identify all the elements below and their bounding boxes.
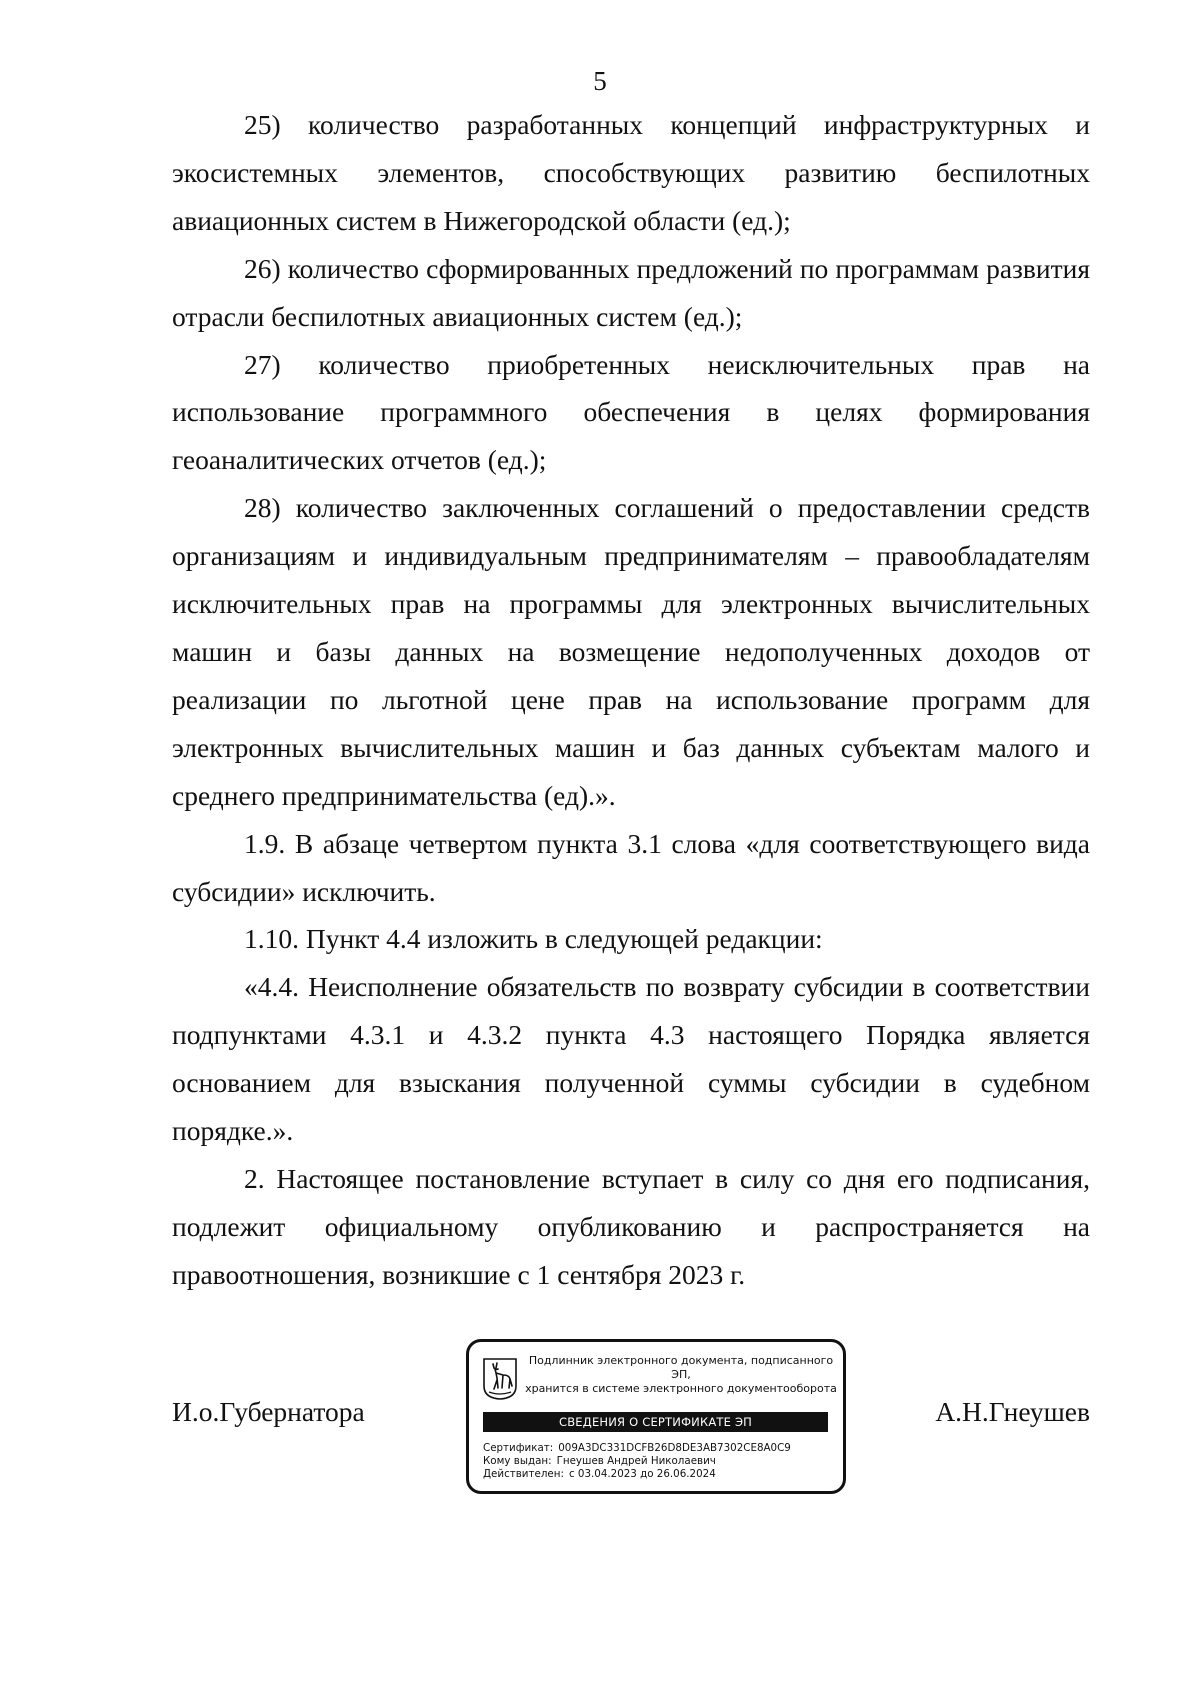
- validity-row: [483, 1468, 833, 1481]
- certificate-row: [483, 1442, 833, 1455]
- signatory-position: И.о.Губернатора: [172, 1396, 365, 1427]
- certificate-details: [483, 1442, 833, 1481]
- document-body: [172, 101, 1090, 1299]
- validity-value: с 03.04.2023 до 26.06.2024: [568, 1468, 716, 1480]
- note-line: Подлинник электронного документа, подписанного ЭП,: [528, 1354, 834, 1381]
- paragraph-item-28: 28) количество заключенных соглашений о предоставлении средств организациям и индивидуальным предпринимателям – правообладателям исключительных прав на программы для электронных вычислительных машин и базы данных на возмещение недополученных доходов от реализации по льготной цене прав на использование программ для электронных вычислительных машин и баз данных субъектам малого и среднего предпринимательства (ед).».: [172, 492, 1090, 811]
- paragraph-2-effective: 2. Настоящее постановление вступает в силу со дня его подписания, подлежит официальному опубликованию и распространяется на правоотношения, возникшие с 1 сентября 2023 г.: [172, 1162, 1090, 1290]
- paragraph-1-10: 1.10. Пункт 4.4 изложить в следующей редакции:: [244, 923, 823, 955]
- electronic-signature-stamp: [466, 1339, 846, 1494]
- nizhny-novgorod-deer-icon: [483, 1358, 517, 1400]
- validity-label: Действителен:: [483, 1468, 564, 1480]
- certificate-label: Сертификат:: [483, 1442, 554, 1454]
- page-number: 5: [593, 66, 607, 96]
- paragraph-item-26: 26) количество сформированных предложений по программам развития отрасли беспилотных авиационных систем (ед.);: [172, 252, 1090, 332]
- note-line: хранится в системе электронного документооборота: [525, 1382, 837, 1395]
- paragraph-4-4-text: «4.4. Неисполнение обязательств по возврату субсидии в соответствии подпунктами 4.3.1 и 4.3.2 пункта 4.3 настоящего Порядка является основанием для взыскания полученной суммы субсидии в судебном порядке.».: [172, 971, 1090, 1147]
- paragraph-item-27: 27) количество приобретенных неисключительных прав на использование программного обеспечения в целях формирования геоаналитических отчетов (ед.);: [172, 348, 1090, 476]
- signature-storage-note: [525, 1354, 837, 1396]
- certificate-value: 009A3DC331DCFB26D8DE3AB7302CE8A0C9: [558, 1442, 791, 1454]
- issued-to-label: Кому выдан:: [483, 1455, 552, 1467]
- certificate-header: СВЕДЕНИЯ О СЕРТИФИКАТЕ ЭП: [483, 1412, 828, 1432]
- paragraph-item-25: 25) количество разработанных концепций инфраструктурных и экосистемных элементов, способствующих развитию беспилотных авиационных систем в Нижегородской области (ед.);: [172, 109, 1090, 236]
- paragraph-1-9: 1.9. В абзаце четвертом пункта 3.1 слова «для соответствующего вида субсидии» исключить.: [172, 827, 1090, 907]
- signatory-name: А.Н.Гнеушев: [935, 1396, 1090, 1427]
- issued-to-value: Гнеушев Андрей Николаевич: [556, 1455, 716, 1467]
- issued-to-row: [483, 1455, 833, 1468]
